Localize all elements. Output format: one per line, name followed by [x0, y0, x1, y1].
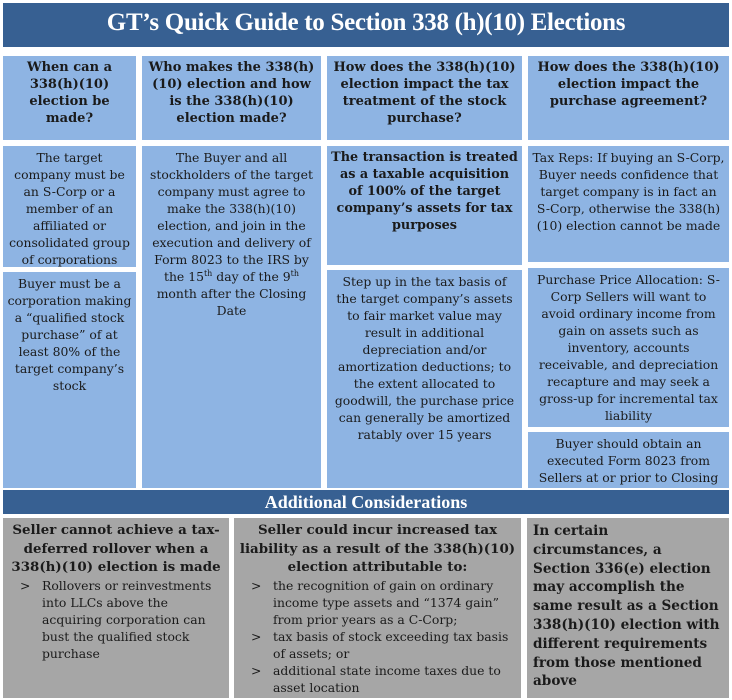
agreement-box-price-allocation: Purchase Price Allocation: S-Corp Sellers will want to avoid ordinary income from gain on assets such as inventory, accounts receivable, and depreciation recapture and may seek a gross-up for incremental tax liability — [528, 268, 729, 427]
who-sup-1: th — [203, 268, 213, 278]
list-item-text: additional state income taxes due to asset location — [273, 662, 501, 695]
when-box-buyer-corporation: Buyer must be a corporation making a “qualified stock purchase” of at least 80% of the target company’s stock — [3, 272, 136, 488]
consideration-liability-list — [237, 577, 518, 696]
consideration-rollover-heading: Seller cannot achieve a tax-deferred rollover when a 338(h)(10) election is made — [11, 522, 221, 575]
who-text-2: day of the 9 — [212, 269, 291, 284]
consideration-section-336e: In certain circumstances, a Section 336(e) election may accomplish the same result as a Section 338(h)(10) election with different requirements from those mentioned above — [527, 518, 729, 698]
list-item — [237, 577, 518, 628]
list-item — [237, 628, 518, 662]
consideration-rollover-list — [6, 577, 226, 662]
page-title: GT’s Quick Guide to Section 338 (h)(10) Elections — [3, 3, 729, 47]
bullet-arrow-icon: > — [251, 628, 262, 644]
list-item-text: the recognition of gain on ordinary income type assets and “1374 gain” from prior years as a C-Corp; — [273, 577, 499, 627]
consideration-rollover — [3, 518, 229, 698]
additional-considerations-heading: Additional Considerations — [3, 490, 729, 514]
question-tax-treatment: How does the 338(h)(10) election impact the tax treatment of the stock purchase? — [327, 56, 522, 140]
list-item — [6, 577, 226, 662]
bullet-arrow-icon: > — [251, 662, 262, 678]
consideration-increased-liability — [234, 518, 521, 698]
question-who: Who makes the 338(h)(10) election and how is the 338(h)(10) election made? — [142, 56, 321, 140]
when-box-target-company: The target company must be an S-Corp or a member of an affiliated or consolidated group of corporations — [3, 146, 136, 267]
tax-box-step-up-basis: Step up in the tax basis of the target company’s assets to fair market value may result in additional depreciation and/or amortization deductions; to the extent allocated to goodwill, the purchase price can generally be amortized ratably over 15 years — [327, 270, 522, 488]
list-item-text: tax basis of stock exceeding tax basis of assets; or — [273, 628, 509, 661]
agreement-box-form-8023: Buyer should obtain an executed Form 8023 from Sellers at or prior to Closing — [528, 432, 729, 488]
who-text-3: month after the Closing Date — [156, 286, 307, 318]
consideration-liability-heading: Seller could incur increased tax liability as a result of the 338(h)(10) election attributable to: — [239, 522, 516, 575]
question-when: When can a 338(h)(10) election be made? — [3, 56, 136, 140]
who-text-1: The Buyer and all stockholders of the target company must agree to make the 338(h)(10) election, and join in the execution and delivery of Form 8023 to the IRS by the 15 — [150, 150, 313, 284]
who-box-election-process — [142, 146, 321, 488]
bullet-arrow-icon: > — [20, 577, 31, 593]
list-item — [237, 662, 518, 696]
bullet-arrow-icon: > — [251, 577, 262, 593]
who-sup-2: th — [290, 268, 300, 278]
tax-box-taxable-acquisition: The transaction is treated as a taxable acquisition of 100% of the target company’s assets for tax purposes — [327, 146, 522, 265]
list-item-text: Rollovers or reinvestments into LLCs above the acquiring corporation can bust the qualified stock purchase — [42, 577, 212, 661]
question-purchase-agreement: How does the 338(h)(10) election impact the purchase agreement? — [528, 56, 729, 140]
agreement-box-tax-reps: Tax Reps: If buying an S-Corp, Buyer needs confidence that target company is in fact an S-Corp, otherwise the 338(h)(10) election cannot be made — [528, 146, 729, 262]
